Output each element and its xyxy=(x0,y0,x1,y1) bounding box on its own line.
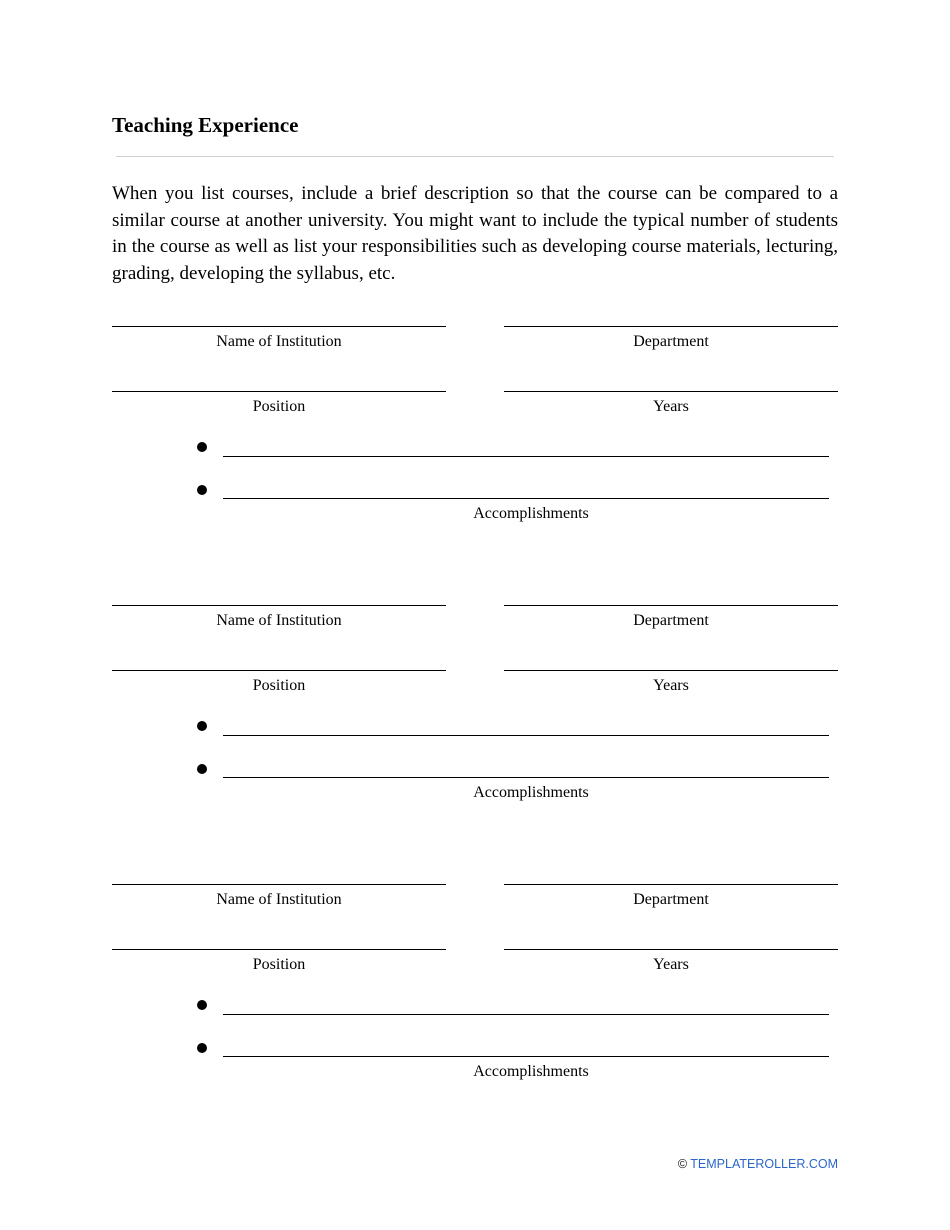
institution-label: Name of Institution xyxy=(216,891,342,908)
department-field[interactable] xyxy=(504,884,838,885)
accomplishment-field-2[interactable] xyxy=(223,777,829,778)
accomplishment-field-1[interactable] xyxy=(223,456,829,457)
department-label: Department xyxy=(633,891,709,908)
position-field[interactable] xyxy=(112,391,446,392)
institution-field[interactable] xyxy=(112,884,446,885)
years-field[interactable] xyxy=(504,670,838,671)
accomplishment-field-1[interactable] xyxy=(223,1014,829,1015)
institution-label: Name of Institution xyxy=(216,612,342,629)
experience-entry-2 xyxy=(0,589,950,819)
bullet-icon xyxy=(197,1043,207,1053)
institution-field[interactable] xyxy=(112,605,446,606)
templateroller-link[interactable]: TEMPLATEROLLER.COM xyxy=(690,1157,838,1171)
department-field[interactable] xyxy=(504,326,838,327)
copyright-symbol: © xyxy=(677,1157,688,1171)
institution-label: Name of Institution xyxy=(216,333,342,350)
accomplishment-field-2[interactable] xyxy=(223,498,829,499)
intro-paragraph: When you list courses, include a brief description so that the course can be compared to a similar course at another university. You might want to include the typical number of students in the course as well as list your responsibilities such as developing course materials, lecturing, grading, developing the syllabus, etc. xyxy=(112,183,838,284)
footer-credit xyxy=(678,1156,838,1172)
bullet-icon xyxy=(197,442,207,452)
department-label: Department xyxy=(633,333,709,350)
position-label: Position xyxy=(252,677,306,694)
experience-entry-1 xyxy=(0,310,950,540)
years-label: Years xyxy=(653,956,689,973)
position-field[interactable] xyxy=(112,949,446,950)
position-label: Position xyxy=(252,956,306,973)
bullet-icon xyxy=(197,1000,207,1010)
years-label: Years xyxy=(653,677,689,694)
bullet-icon xyxy=(197,764,207,774)
accomplishment-field-1[interactable] xyxy=(223,735,829,736)
title-divider xyxy=(116,156,834,157)
years-field[interactable] xyxy=(504,391,838,392)
accomplishments-label: Accomplishments xyxy=(473,505,589,522)
bullet-icon xyxy=(197,485,207,495)
years-label: Years xyxy=(653,398,689,415)
institution-field[interactable] xyxy=(112,326,446,327)
accomplishment-field-2[interactable] xyxy=(223,1056,829,1057)
accomplishments-label: Accomplishments xyxy=(473,1063,589,1080)
bullet-icon xyxy=(197,721,207,731)
department-field[interactable] xyxy=(504,605,838,606)
years-field[interactable] xyxy=(504,949,838,950)
accomplishments-label: Accomplishments xyxy=(473,784,589,801)
experience-entry-3 xyxy=(0,868,950,1098)
page-title: Teaching Experience xyxy=(112,113,299,137)
position-field[interactable] xyxy=(112,670,446,671)
position-label: Position xyxy=(252,398,306,415)
department-label: Department xyxy=(633,612,709,629)
